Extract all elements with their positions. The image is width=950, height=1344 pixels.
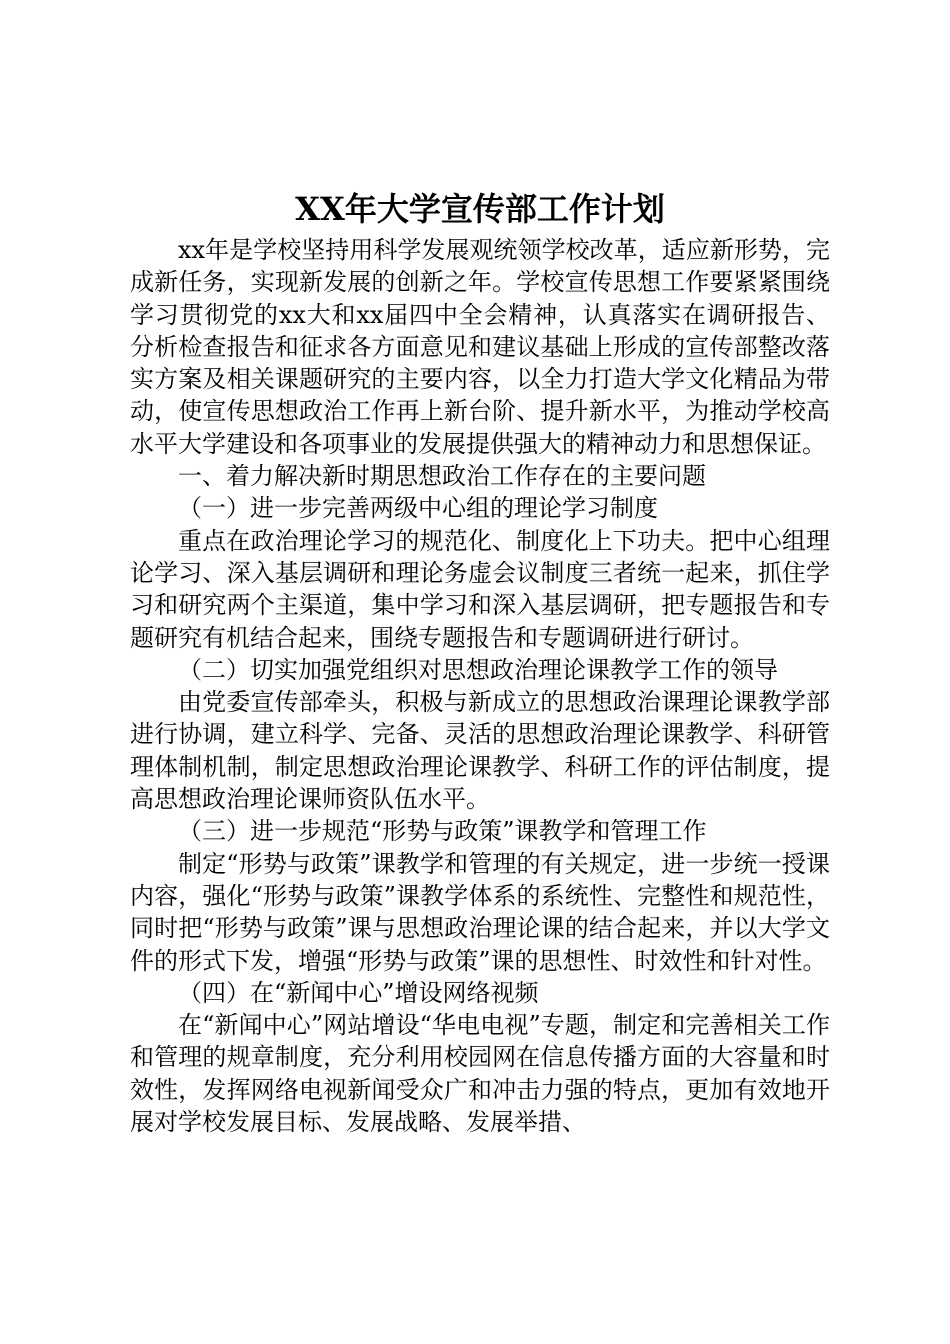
subsection-heading-1: （一）进一步完善两级中心组的理论学习制度 xyxy=(178,494,658,523)
subsection-paragraph-1: 重点在政治理论学习的规范化、制度化上下功夫。把中心组理论学习、深入基层调研和理论务虚会议制度三者统一起来，抓住学习和研究两个主渠道，集中学习和深入基层调研，把专题报告和专题研究有机结合起来，围绕专题报告和专题调研进行研讨。 xyxy=(130,526,830,652)
subsection-heading-4: （四）在“新闻中心”增设网络视频 xyxy=(178,978,539,1007)
subsection-paragraph-2: 由党委宣传部牵头，积极与新成立的思想政治课理论课教学部进行协调，建立科学、完备、灵活的思想政治理论课教学、科研管理体制机制，制定思想政治理论课教学、科研工作的评估制度，提高思想政治理论课师资队伍水平。 xyxy=(130,688,830,814)
subsection-paragraph-3: 制定“形势与政策”课教学和管理的有关规定，进一步统一授课内容，强化“形势与政策”课教学体系的系统性、完整性和规范性，同时把“形势与政策”课与思想政治理论课的结合起来，并以大学文件的形式下发，增强“形势与政策”课的思想性、时效性和针对性。 xyxy=(130,849,830,975)
intro-paragraph: xx年是学校坚持用科学发展观统领学校改革，适应新形势，完成新任务，实现新发展的创新之年。学校宣传思想工作要紧紧围绕学习贯彻党的xx大和xx届四中全会精神，认真落实在调研报告、分析检查报告和征求各方面意见和建议基础上形成的宣传部整改落实方案及相关课题研究的主要内容，以全力打造大学文化精品为带动，使宣传思想政治工作再上新台阶、提升新水平，为推动学校高水平大学建设和各项事业的发展提供强大的精神动力和思想保证。 xyxy=(130,236,830,458)
subsection-heading-2: （二）切实加强党组织对思想政治理论课教学工作的领导 xyxy=(178,655,778,684)
document-page xyxy=(130,186,830,1138)
subsection-paragraph-4: 在“新闻中心”网站增设“华电电视”专题，制定和完善相关工作和管理的规章制度，充分利用校园网在信息传播方面的大容量和时效性，发挥网络电视新闻受众广和冲击力强的特点，更加有效地开展对学校发展目标、发展战略、发展举措、 xyxy=(130,1011,830,1137)
subsection-heading-3: （三）进一步规范“形势与政策”课教学和管理工作 xyxy=(178,817,707,846)
document-title: XX年大学宣传部工作计划 xyxy=(295,190,665,228)
section-heading-1: 一、着力解决新时期思想政治工作存在的主要问题 xyxy=(178,462,706,491)
